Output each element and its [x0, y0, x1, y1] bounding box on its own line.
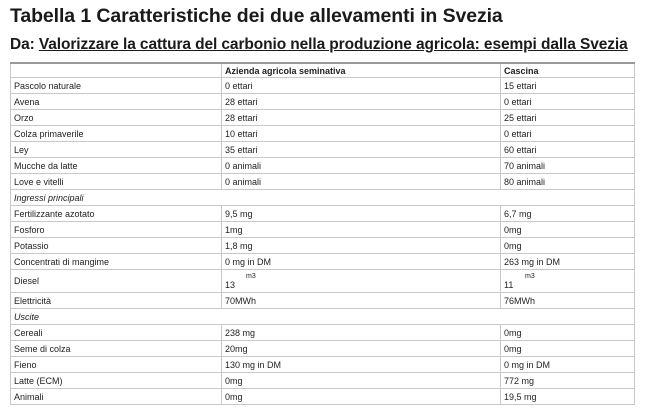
cell: 70MWh	[222, 293, 501, 309]
row-label: Animali	[11, 389, 222, 405]
cell: 6,7 mg	[501, 206, 635, 222]
header-row	[11, 63, 635, 78]
table-row	[11, 341, 635, 357]
cell: 0mg	[501, 238, 635, 254]
cell: 1mg	[222, 222, 501, 238]
cell: 0 ettari	[501, 94, 635, 110]
table-row	[11, 206, 635, 222]
cell: 0mg	[501, 325, 635, 341]
cell: 28 ettari	[222, 110, 501, 126]
section-row	[11, 309, 635, 325]
cell: 28 ettari	[222, 94, 501, 110]
row-label: Avena	[11, 94, 222, 110]
cell: 76MWh	[501, 293, 635, 309]
table-row	[11, 238, 635, 254]
table-row	[11, 254, 635, 270]
row-label: Concentrati di mangime	[11, 254, 222, 270]
cell: 0mg	[501, 222, 635, 238]
row-label: Diesel	[11, 270, 222, 293]
table-row	[11, 126, 635, 142]
table-row	[11, 158, 635, 174]
cell: 35 ettari	[222, 142, 501, 158]
table-row	[11, 389, 635, 405]
section-row	[11, 190, 635, 206]
table-row-diesel	[11, 270, 635, 293]
table-row	[11, 174, 635, 190]
unit-superscript: m3	[246, 272, 256, 280]
cell: 10 ettari	[222, 126, 501, 142]
table-row	[11, 222, 635, 238]
section-heading-outputs: Uscite	[11, 309, 635, 325]
cell: 238 mg	[222, 325, 501, 341]
cell	[501, 270, 635, 293]
table-row	[11, 78, 635, 94]
cell-value: 11	[504, 279, 514, 290]
cell: 0 animali	[222, 158, 501, 174]
row-label: Elettricità	[11, 293, 222, 309]
source-link[interactable]: Valorizzare la cattura del carbonio nella produzione agricola: esempi dalla Svezia	[38, 36, 628, 53]
row-label: Seme di colza	[11, 341, 222, 357]
table-row	[11, 357, 635, 373]
header-cell: Azienda agricola seminativa	[222, 63, 501, 78]
cell: 60 ettari	[501, 142, 635, 158]
row-label: Latte (ECM)	[11, 373, 222, 389]
row-label: Orzo	[11, 110, 222, 126]
cell: 130 mg in DM	[222, 357, 501, 373]
cell-value: 13	[225, 279, 236, 290]
characteristics-table	[10, 62, 635, 405]
cell: 19,5 mg	[501, 389, 635, 405]
row-label: Love e vitelli	[11, 174, 222, 190]
table-row	[11, 325, 635, 341]
row-label: Ley	[11, 142, 222, 158]
cell: 0mg	[222, 389, 501, 405]
cell: 80 animali	[501, 174, 635, 190]
cell: 9,5 mg	[222, 206, 501, 222]
table-row	[11, 142, 635, 158]
row-label: Fosforo	[11, 222, 222, 238]
cell: 772 mg	[501, 373, 635, 389]
cell: 263 mg in DM	[501, 254, 635, 270]
table-row	[11, 373, 635, 389]
source-line	[10, 36, 628, 54]
table-row	[11, 110, 635, 126]
cell: 1,8 mg	[222, 238, 501, 254]
cell	[222, 270, 501, 293]
row-label: Mucche da latte	[11, 158, 222, 174]
table-row	[11, 293, 635, 309]
cell: 0mg	[501, 341, 635, 357]
row-label: Fertilizzante azotato	[11, 206, 222, 222]
cell: 0 animali	[222, 174, 501, 190]
row-label: Pascolo naturale	[11, 78, 222, 94]
unit-superscript: m3	[525, 272, 535, 280]
cell: 15 ettari	[501, 78, 635, 94]
header-cell: Cascina	[501, 63, 635, 78]
section-heading-inputs: Ingressi principali	[11, 190, 635, 206]
cell: 0mg	[222, 373, 501, 389]
cell: 0 mg in DM	[222, 254, 501, 270]
row-label: Potassio	[11, 238, 222, 254]
cell: 70 animali	[501, 158, 635, 174]
cell: 0 ettari	[501, 126, 635, 142]
row-label: Cereali	[11, 325, 222, 341]
row-label: Fieno	[11, 357, 222, 373]
cell: 20mg	[222, 341, 501, 357]
row-label: Colza primaverile	[11, 126, 222, 142]
source-prefix: Da:	[10, 36, 39, 53]
cell: 0 ettari	[222, 78, 501, 94]
cell: 25 ettari	[501, 110, 635, 126]
table-title: Tabella 1 Caratteristiche dei due allevamenti in Svezia	[10, 5, 503, 27]
cell: 0 mg in DM	[501, 357, 635, 373]
table-row	[11, 94, 635, 110]
header-cell	[11, 63, 222, 78]
